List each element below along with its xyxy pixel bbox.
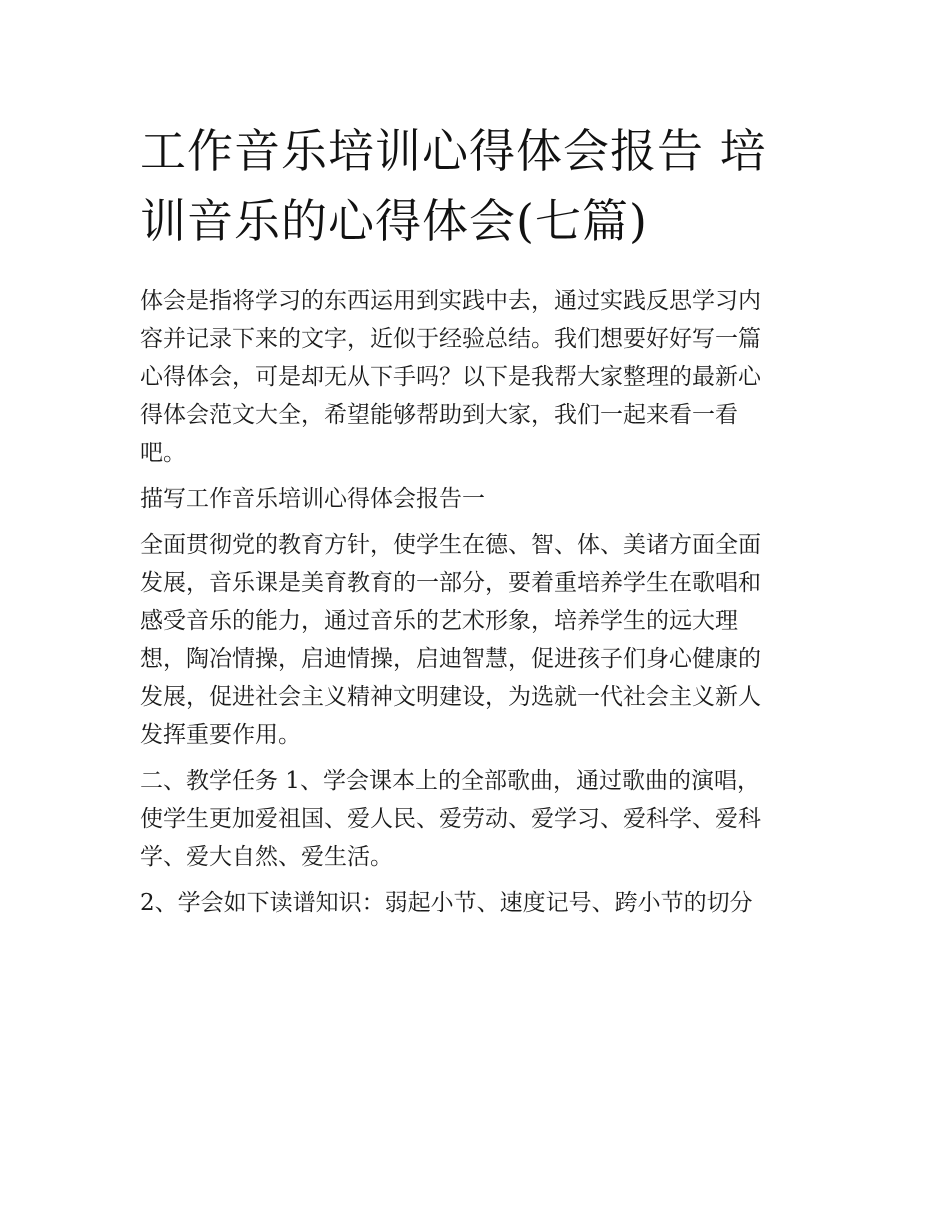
text-line: 发挥重要作用。 — [140, 722, 301, 748]
text-line: 发展，促进社会主义精神文明建设，为选就一代社会主义新人 — [140, 684, 761, 710]
section-heading — [140, 480, 820, 518]
document-body — [140, 282, 820, 930]
text-line: 想，陶冶情操，启迪情操，启迪智慧，促进孩子们身心健康的 — [140, 646, 761, 672]
text-line: 全面贯彻党的教育方针，使学生在德、智、体、美诸方面全面 — [140, 532, 761, 558]
text-line: 容并记录下来的文字，近似于经验总结。我们想要好好写一篇 — [140, 326, 761, 352]
title-line: 工作音乐培训心得体会报告 培 — [140, 124, 767, 178]
body-paragraph — [140, 762, 820, 876]
text-line: 体会是指将学习的东西运用到实践中去，通过实践反思学习内 — [140, 288, 761, 314]
text-line: 二、教学任务 1、学会课本上的全部歌曲，通过歌曲的演唱， — [140, 768, 760, 794]
document-title — [140, 116, 820, 256]
body-paragraph — [140, 526, 820, 754]
intro-paragraph — [140, 282, 820, 472]
text-line: 使学生更加爱祖国、爱人民、爱劳动、爱学习、爱科学、爱科 — [140, 806, 761, 832]
body-paragraph — [140, 884, 820, 922]
text-line: 吧。 — [140, 440, 186, 466]
text-line: 发展，音乐课是美育教育的一部分，要着重培养学生在歌唱和 — [140, 570, 761, 596]
text-line: 得体会范文大全，希望能够帮助到大家，我们一起来看一看 — [140, 402, 738, 428]
title-line: 训音乐的心得体会(七篇) — [140, 194, 648, 248]
text-line: 2、学会如下读谱知识：弱起小节、速度记号、跨小节的切分 — [140, 890, 753, 916]
text-line: 学、爱大自然、爱生活。 — [140, 844, 393, 870]
text-line: 描写工作音乐培训心得体会报告一 — [140, 486, 485, 512]
text-line: 心得体会，可是却无从下手吗？以下是我帮大家整理的最新心 — [140, 364, 761, 390]
text-line: 感受音乐的能力，通过音乐的艺术形象，培养学生的远大理 — [140, 608, 738, 634]
